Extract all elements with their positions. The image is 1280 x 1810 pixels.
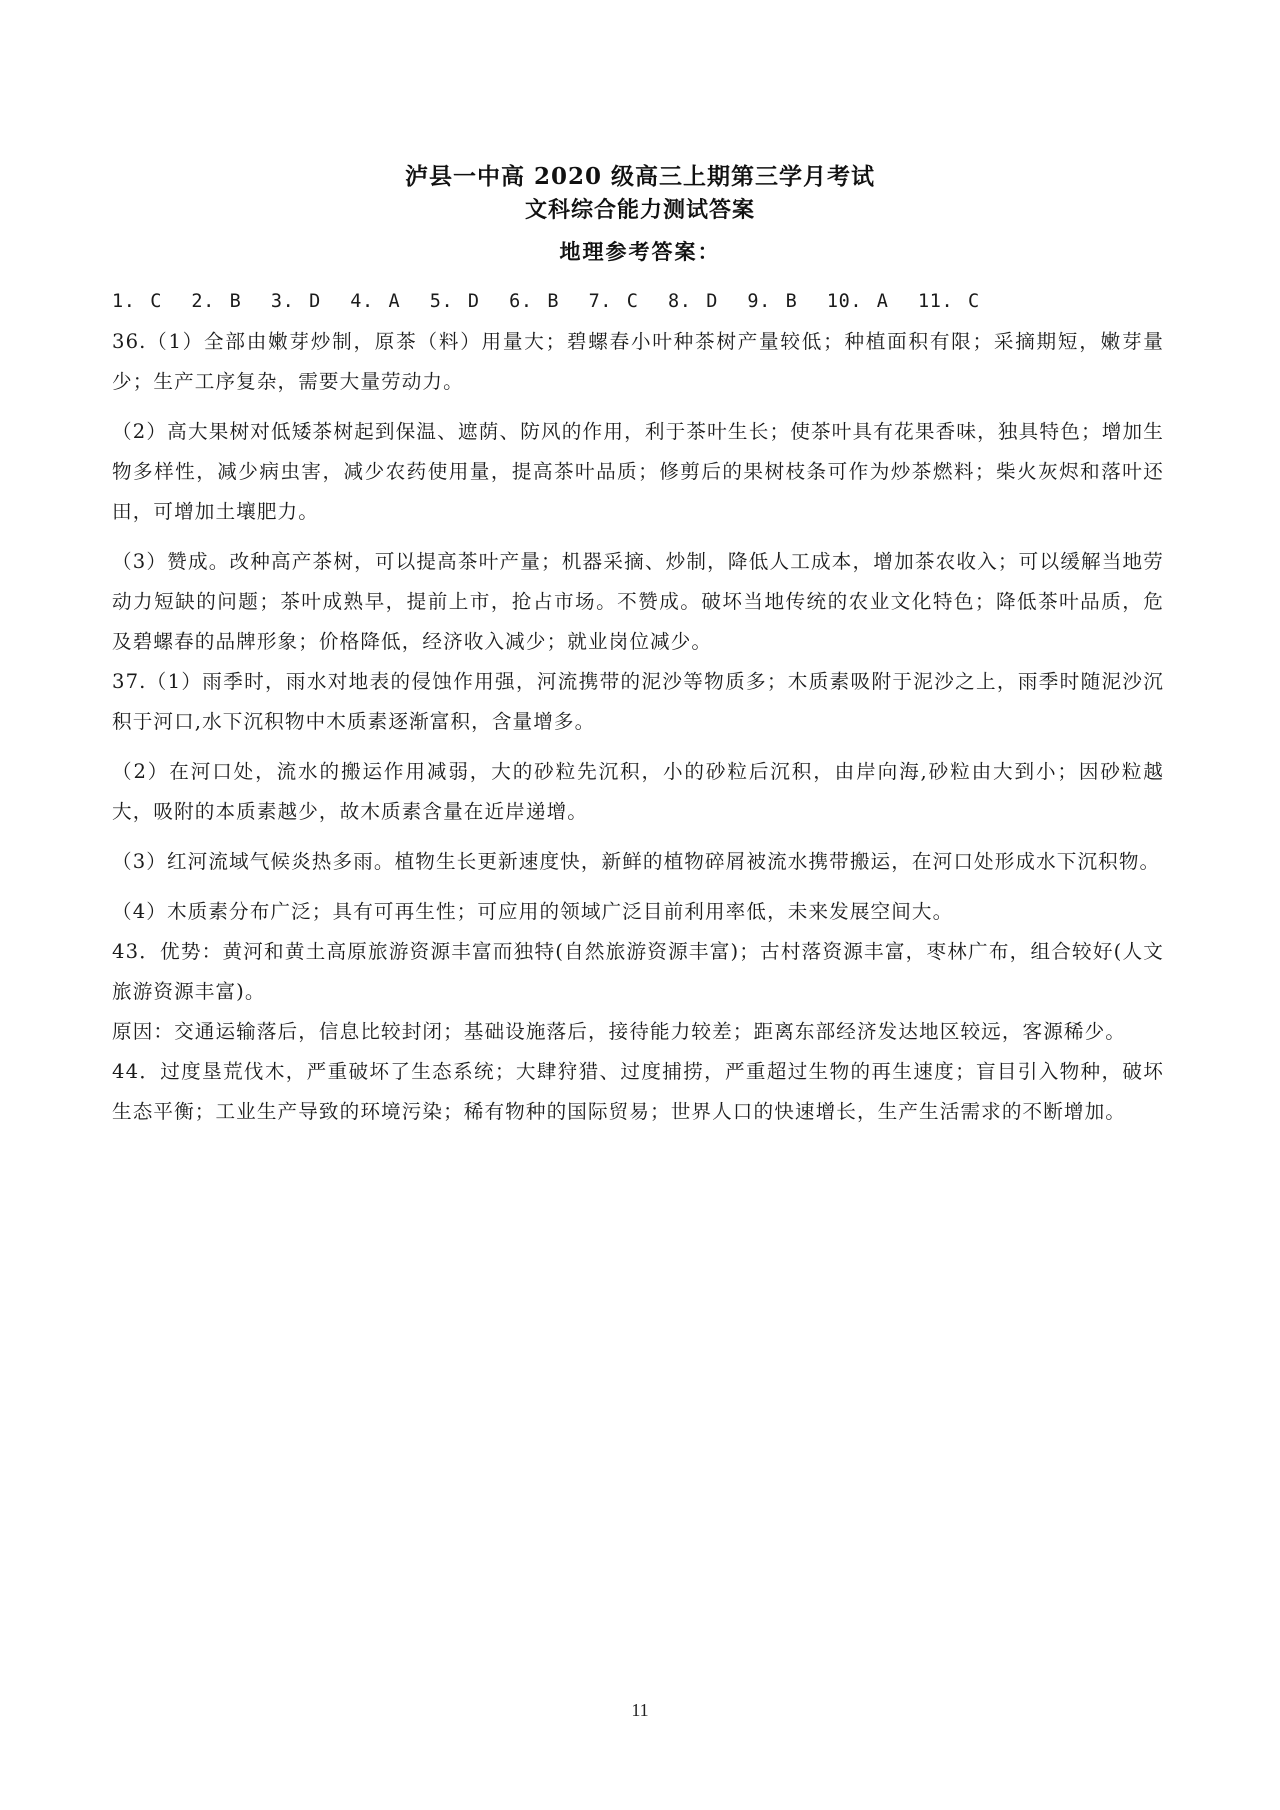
answer-paragraph-36-2: （2）高大果树对低矮茶树起到保温、遮荫、防风的作用，利于茶叶生长；使茶叶具有花果香味，独具特色；增加生物多样性，减少病虫害，减少农药使用量，提高茶叶品质；修剪后的果树枝条可作为炒茶燃料；柴火灰烬和落叶还田，可增加土壤肥力。: [112, 420, 1164, 523]
answer-paragraph-36-1: 36.（1）全部由嫩芽炒制，原茶（料）用量大；碧螺春小叶种茶树产量较低；种植面积有限；采摘期短，嫩芽量少；生产工序复杂，需要大量劳动力。: [112, 330, 1164, 393]
exam-subtitle: 文科综合能力测试答案: [524, 197, 755, 223]
page-number: 11: [631, 1700, 649, 1720]
exam-title: 泸县一中高 2020 级高三上期第三学月考试: [404, 163, 876, 190]
answer-paragraph-43-advantage: 43．优势：黄河和黄土高原旅游资源丰富而独特(自然旅游资源丰富)；古村落资源丰富，枣林广布，组合较好(人文旅游资源丰富)。: [112, 940, 1164, 1003]
answer-paragraph-37-4: （4）木质素分布广泛；具有可再生性；可应用的领域广泛目前利用率低，未来发展空间大。: [112, 900, 954, 923]
section-heading: 地理参考答案：: [559, 239, 721, 264]
answer-paragraph-37-2: （2）在河口处，流水的搬运作用减弱，大的砂粒先沉积，小的砂粒后沉积，由岸向海,砂粒由大到小；因砂粒越大，吸附的本质素越少，故木质素含量在近岸递增。: [112, 760, 1164, 823]
answer-paragraph-44: 44．过度垦荒伐木，严重破坏了生态系统；大肆狩猎、过度捕捞，严重超过生物的再生速度；盲目引入物种，破坏生态平衡；工业生产导致的环境污染；稀有物种的国际贸易；世界人口的快速增长，生产生活需求的不断增加。: [112, 1060, 1164, 1123]
answer-paragraph-37-1: 37.（1）雨季时，雨水对地表的侵蚀作用强，河流携带的泥沙等物质多；木质素吸附于泥沙之上，雨季时随泥沙沉积于河口,水下沉积物中木质素逐渐富积，含量增多。: [112, 670, 1164, 733]
answer-paragraph-37-3: （3）红河流域气候炎热多雨。植物生长更新速度快，新鲜的植物碎屑被流水携带搬运，在河口处形成水下沉积物。: [112, 850, 1161, 873]
answer-paragraph-43-reason: 原因：交通运输落后，信息比较封闭；基础设施落后，接待能力较差；距离东部经济发达地区较远，客源稀少。: [112, 1020, 1126, 1043]
answer-body: [112, 282, 1164, 1132]
answer-paragraph-36-3: （3）赞成。改种高产茶树，可以提高茶叶产量；机器采摘、炒制，降低人工成本，增加茶农收入；可以缓解当地劳动力短缺的问题；茶叶成熟早，提前上市，抢占市场。不赞成。破坏当地传统的农业文化特色；降低茶叶品质，危及碧螺春的品牌形象；价格降低，经济收入减少；就业岗位减少。: [112, 550, 1164, 653]
choice-answers: 1. C 2. B 3. D 4. A 5. D 6. B 7. C 8. D 9. B 10. A 11. C: [112, 291, 980, 312]
